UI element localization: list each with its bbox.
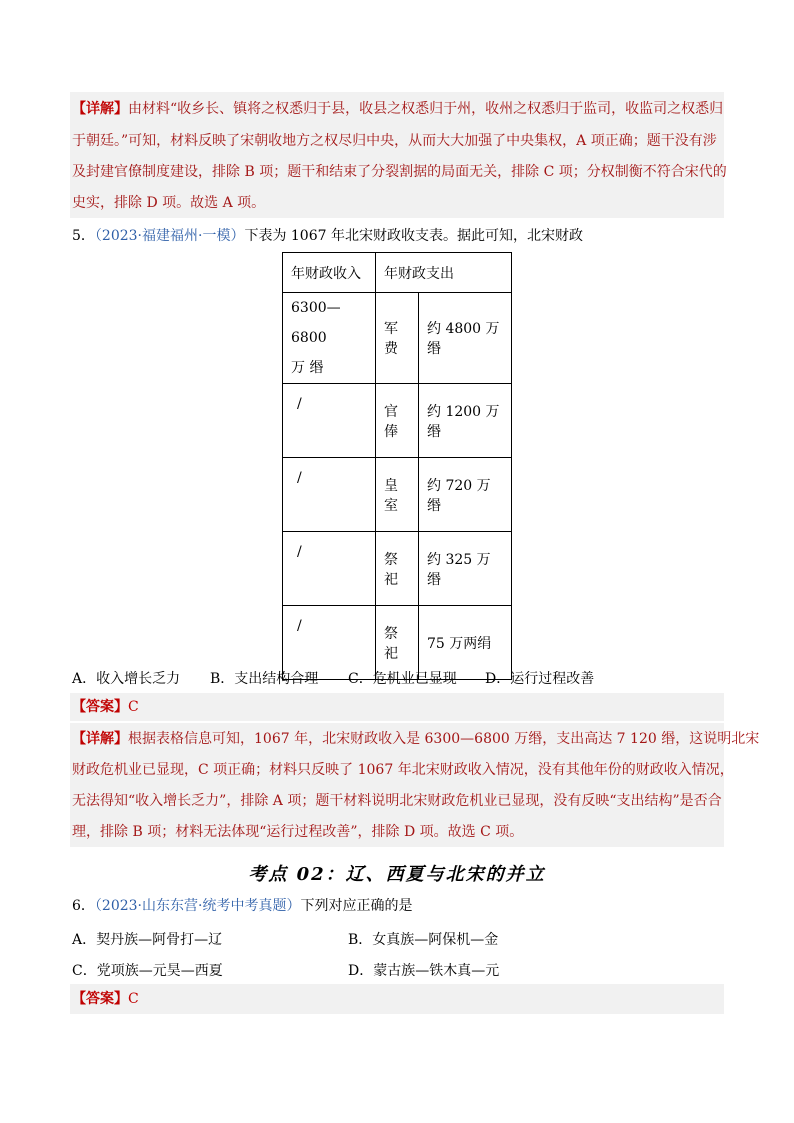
q5-detail-line-1 xyxy=(72,724,759,754)
table-row xyxy=(283,532,512,606)
q4-detail-text-1: 由材料“收乡长、镇将之权悉归于县，收县之权悉归于州，收州之权悉归于监司，收监司之权悉归 xyxy=(128,101,724,117)
income-cell: / xyxy=(283,384,376,458)
header-income: 年财政收入 xyxy=(283,253,376,293)
answer-value: C xyxy=(128,991,139,1007)
expense-amount: 75 万两绢 xyxy=(419,606,512,680)
income-unit: 万 缗 xyxy=(291,360,324,376)
q6-option-b: B．女真族—阿保机—金 xyxy=(348,932,499,948)
expense-category: 官俸 xyxy=(376,384,419,458)
expense-amount: 约 325 万缗 xyxy=(419,532,512,606)
table-row xyxy=(283,458,512,532)
q5-answer xyxy=(72,692,139,722)
income-cell: / xyxy=(283,458,376,532)
header-expense: 年财政支出 xyxy=(376,253,512,293)
income-cell: / xyxy=(283,606,376,680)
q5-option-d: D．运行过程改善 xyxy=(485,671,595,687)
q6-stem xyxy=(72,896,412,916)
q6-stem-text: 下列对应正确的是 xyxy=(300,898,413,914)
expense-category: 祭祀 xyxy=(376,606,419,680)
expense-amount: 约 1200 万缗 xyxy=(419,384,512,458)
q6-source: （2023·山东东营·统考中考真题） xyxy=(94,898,301,914)
expense-category: 祭祀 xyxy=(376,532,419,606)
q5-answer-background xyxy=(70,693,724,721)
q6-option-c: C．党项族—元昊—西夏 xyxy=(72,963,223,979)
q6-option-d: D．蒙古族—铁木真—元 xyxy=(348,963,500,979)
q5-stem xyxy=(72,226,583,246)
finance-table xyxy=(282,252,512,680)
q4-detail-line-3: 及封建官僚制度建设，排除 B 项；题干和结束了分裂割据的局面无关，排除 C 项；分权制衡不符合宋代的 xyxy=(72,164,727,180)
expense-category: 皇室 xyxy=(376,458,419,532)
expense-category: 军费 xyxy=(376,293,419,384)
q6-option-a: A．契丹族—阿骨打—辽 xyxy=(72,932,223,948)
expense-amount: 约 720 万缗 xyxy=(419,458,512,532)
q5-detail-line-4: 理，排除 B 项；材料无法体现“运行过程改善”，排除 D 项。故选 C 项。 xyxy=(72,824,524,840)
q6-number: 6． xyxy=(72,898,95,914)
answer-tag: 【答案】 xyxy=(72,699,128,715)
income-cell: / xyxy=(283,532,376,606)
detail-tag: 【详解】 xyxy=(72,731,128,747)
detail-tag: 【详解】 xyxy=(72,101,128,117)
q5-detail-text-1: 根据表格信息可知，1067 年，北宋财政收入是 6300—6800 万缗，支出高达 7 120 缗，这说明北宋 xyxy=(128,731,760,747)
q4-detail-line-2: 于朝廷。”可知，材料反映了宋朝收地方之权尽归中央，从而大大加强了中央集权，A 项正确；题干没有涉 xyxy=(72,133,717,149)
q5-number: 5． xyxy=(72,228,95,244)
income-cell xyxy=(283,293,376,384)
answer-tag: 【答案】 xyxy=(72,991,128,1007)
q6-answer xyxy=(72,984,139,1014)
section-title: 考点 02：辽、西夏与北宋的并立 xyxy=(248,864,546,885)
q4-detail-line-1 xyxy=(72,94,723,124)
q4-detail-line-4: 史实，排除 D 项。故选 A 项。 xyxy=(72,195,266,211)
q5-option-c: C．危机业已显现 xyxy=(348,671,457,687)
table-row xyxy=(283,293,512,384)
q5-option-b: B．支出结构合理 xyxy=(210,671,319,687)
q6-answer-background xyxy=(70,984,724,1014)
q5-detail-line-2: 财政危机业已显现，C 项正确；材料只反映了 1067 年北宋财政收入情况，没有其他年份的财政收入情况， xyxy=(72,762,734,778)
expense-amount: 约 4800 万缗 xyxy=(419,293,512,384)
answer-value: C xyxy=(128,699,139,715)
income-range: 6300—6800 xyxy=(291,300,341,346)
q5-stem-text: 下表为 1067 年北宋财政收支表。据此可知，北宋财政 xyxy=(244,228,583,244)
q5-detail-line-3: 无法得知“收入增长乏力”，排除 A 项；题干材料说明北宋财政危机业已显现，没有反映“支出结构”是否合 xyxy=(72,793,722,809)
q5-option-a: A．收入增长乏力 xyxy=(72,671,181,687)
table-header-row xyxy=(283,253,512,293)
q5-source: （2023·福建福州·一模） xyxy=(94,228,245,244)
table-row xyxy=(283,384,512,458)
